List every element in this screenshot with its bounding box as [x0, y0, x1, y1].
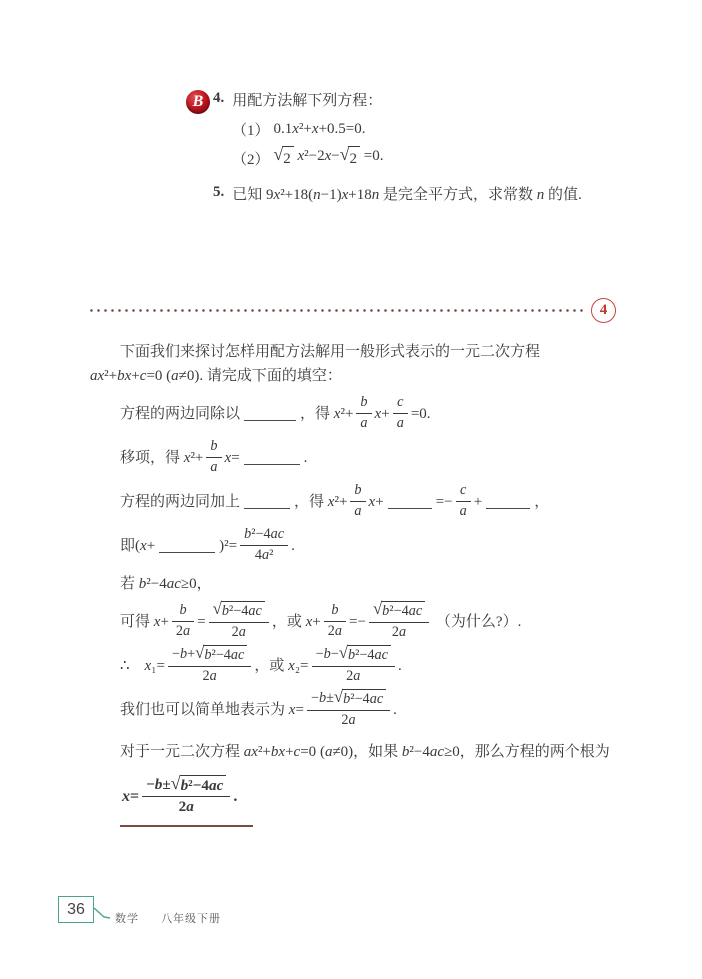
- conclusion-paragraph: 对于一元二次方程 ax²+bx+c=0 (a≠0)，如果 b²−4ac≥0，那么方程的两个根为: [120, 744, 610, 760]
- page-number-tail-icon: [93, 906, 111, 922]
- exercise-number: 5.: [213, 183, 225, 200]
- fill-in-blank: [486, 495, 530, 509]
- radical-sign: √: [338, 643, 348, 663]
- derivation-line: 方程的两边同除以 ，得 x²+ $\frac{b}{a}$ x+ $\frac{c}{a}$ =0.: [120, 394, 431, 431]
- radical-sign: √: [273, 144, 284, 165]
- derivation-line: 方程的两边同加上 ，得 x²+ $\frac{b}{a}$ x+ =− $\frac{c}{a}$ + ，: [120, 482, 550, 519]
- exercises-section: [186, 88, 616, 209]
- fill-in-blank: [159, 539, 215, 553]
- derivation-line: 即 (x+ )²= $\frac{\text{b²−4ac}}{\text{4a²}}$ .: [120, 526, 295, 563]
- exercise-subitem: [232, 145, 616, 171]
- exercise-list: [186, 90, 616, 207]
- subitem-equation: √ 2 x²−2x− √ 2 =0.: [274, 145, 384, 171]
- radical-sign: √: [170, 773, 181, 793]
- radical-sign: √: [339, 144, 350, 165]
- level-b-badge-icon: B: [186, 90, 210, 114]
- section-number: 4: [599, 302, 608, 318]
- footer-subject: 数学: [115, 913, 139, 925]
- exercise-item: [186, 184, 616, 207]
- intro-paragraph: 下面我们来探讨怎样用配方法解用一般形式表示的一元二次方程ax²+bx+c=0 (a≠0). 请完成下面的填空：: [90, 344, 541, 384]
- quadratic-formula-wrap: [120, 774, 614, 827]
- radical-sign: √: [372, 599, 383, 619]
- fill-in-blank: [244, 451, 300, 465]
- derivation-line: 若 b²−4ac≥0 ，: [120, 576, 212, 592]
- page-number-box: [58, 896, 94, 923]
- section-divider: [88, 298, 616, 323]
- derivation-line: 我们也可以简单地表示为 x= −b± √ b²−4ac 2a .: [120, 687, 397, 728]
- subitem-label: （1）: [232, 123, 270, 140]
- radical-sign: √: [195, 643, 205, 663]
- derivation-line: 移项，得 x²+ $\frac{b}{a}$ x= .: [120, 438, 308, 475]
- exercise-text: 已知 9x²+18(n−1)x+18n 是完全平方式，求常数 n 的值.: [232, 186, 582, 203]
- footer-labels: [115, 910, 221, 926]
- derivation-block: [90, 394, 614, 730]
- radical-sign: √: [212, 599, 222, 619]
- derivation-line: ∴ x₁= −b+ √ b²−4ac 2a ，或 x₂= −b− √ b²−4ac 2a .: [120, 643, 402, 684]
- dotted-line: [88, 309, 585, 312]
- quadratic-formula: x= −b± √ b²−4ac 2a .: [120, 774, 253, 827]
- exercise-number: 4.: [213, 90, 225, 106]
- radical-sign: √: [333, 687, 344, 707]
- derivation-line: 可得 x+ $\frac{b}{2a}$ = √ b²−4ac 2a ，或 x+ $\frac{b}{2a}$ =− √ b²−4ac 2a （为什么?）.: [120, 599, 522, 640]
- main-content: [90, 340, 614, 827]
- footer-book-title: 八年级下册: [161, 913, 222, 925]
- fill-in-blank: [244, 495, 290, 509]
- subitem-equation: 0.1x²+x+0.5=0.: [273, 121, 366, 137]
- page-footer: [58, 896, 221, 926]
- fill-in-blank: [244, 407, 296, 421]
- subitem-label: （2）: [232, 151, 270, 168]
- section-number-badge: [591, 298, 616, 323]
- page-number: 36: [67, 900, 85, 918]
- exercise-text: 用配方法解下列方程：: [232, 93, 383, 109]
- exercise-subitem: [232, 118, 616, 141]
- exercise-item: [186, 90, 616, 114]
- fill-in-blank: [388, 495, 432, 509]
